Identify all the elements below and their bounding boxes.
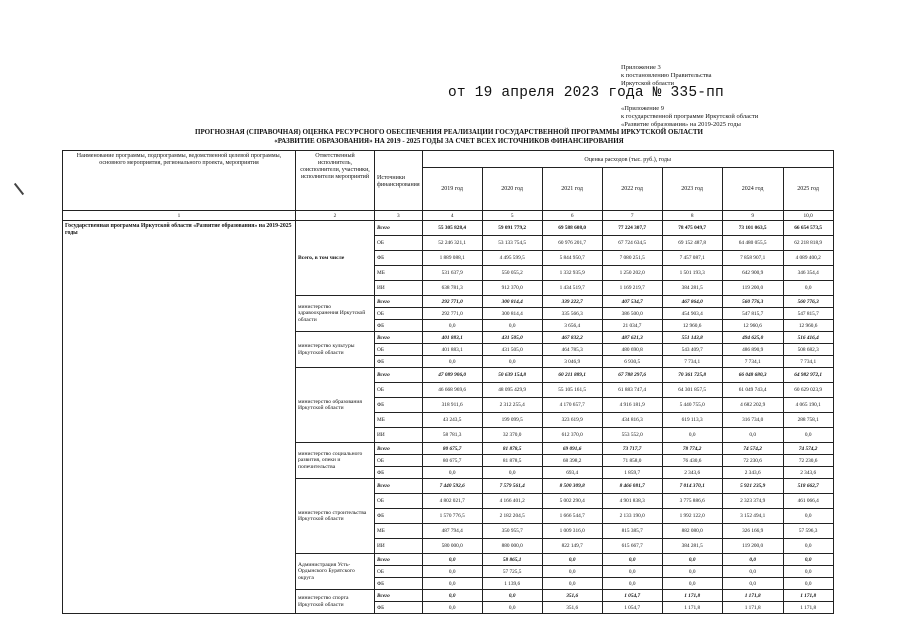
value-cell: 1 501 193,3 [662,266,722,281]
value-cell: 5 921 235,9 [722,479,783,494]
source-cell: Всего [375,368,423,383]
source-cell: ОБ [375,566,423,578]
value-cell: 0,0 [542,566,602,578]
value-cell: 0,0 [482,590,542,602]
value-cell: 64 982 972,1 [783,368,833,383]
value-cell: 7 014 370,1 [662,479,722,494]
source-cell: ИИ [375,281,423,296]
value-cell: 508 682,3 [783,344,833,356]
header-executor: Ответственный исполнитель, соисполнители, участники, исполнители мероприятий [296,151,375,211]
value-cell: 1 171,8 [722,590,783,602]
value-cell: 12 960,6 [662,320,722,332]
executor-cell: министерство здравоохранения Иркутской области [296,296,375,332]
source-cell: ФБ [375,398,423,413]
value-cell: 2 343,6 [662,467,722,479]
value-cell: 0,0 [422,554,482,566]
budget-table [62,150,834,614]
value-cell: 486 890,9 [722,344,783,356]
value-cell: 64 480 055,5 [722,236,783,251]
value-cell: 199 099,5 [482,413,542,428]
value-cell: 351,6 [542,602,602,614]
source-cell: ОБ [375,308,423,320]
value-cell: 66 654 573,5 [783,221,833,236]
value-cell: 1 171,8 [662,590,722,602]
value-cell: 464 785,3 [542,344,602,356]
value-cell: 815 385,7 [602,524,662,539]
value-cell: 69 588 608,0 [542,221,602,236]
source-cell: ОБ [375,344,423,356]
appendix-line: Приложение 3 [621,64,661,71]
value-cell: 467 832,2 [542,332,602,344]
value-cell: 78 475 049,7 [662,221,722,236]
value-cell: 67 724 634,5 [602,236,662,251]
value-cell: 1 171,8 [722,602,783,614]
value-cell: 47 089 906,0 [422,368,482,383]
value-cell: 59 091 779,2 [482,221,542,236]
value-cell: 1 570 776,5 [422,509,482,524]
value-cell: 0,0 [482,356,542,368]
value-cell: 4 916 181,9 [602,398,662,413]
value-cell: 912 370,0 [482,281,542,296]
value-cell: 7 457 087,1 [662,251,722,266]
value-cell: 0,0 [482,602,542,614]
value-cell: 431 505,0 [482,332,542,344]
value-cell: 1 992 122,0 [662,509,722,524]
document-heading [60,128,838,146]
value-cell: 61 049 743,4 [722,383,783,398]
value-cell: 12 960,6 [722,320,783,332]
value-cell: 69 152 487,8 [662,236,722,251]
source-cell: Всего [375,296,423,308]
value-cell: 55 105 161,5 [542,383,602,398]
appendix9-line: «Приложение 9 [621,105,665,112]
value-cell: 0,0 [662,566,722,578]
value-cell: 880 000,0 [482,539,542,554]
value-cell: 0,0 [482,320,542,332]
table-row [63,221,834,236]
value-cell: 384 281,5 [662,539,722,554]
source-cell: Всего [375,554,423,566]
year-header: 2023 год [662,168,722,211]
value-cell: 57 725,5 [482,566,542,578]
value-cell: 339 222,7 [542,296,602,308]
value-cell: 52 246 321,1 [422,236,482,251]
value-cell: 318 911,6 [422,398,482,413]
value-cell: 58 865,1 [482,554,542,566]
value-cell: 80 675,7 [422,455,482,467]
value-cell: 550 055,2 [482,266,542,281]
value-cell: 0,0 [602,578,662,590]
value-cell: 60 976 201,7 [542,236,602,251]
value-cell: 81 878,5 [482,455,542,467]
value-cell: 7 734,1 [722,356,783,368]
column-number: 3 [375,211,423,221]
header-name: Наименование программы, подпрограммы, ведомственной целевой программы, основного мероприятия, регионального проекта, мероприятия [63,151,296,211]
value-cell: 480 690,8 [602,344,662,356]
source-cell: ИИ [375,539,423,554]
column-number: 6 [542,211,602,221]
year-header: 2022 год [602,168,662,211]
source-cell: МБ [375,413,423,428]
header-source: Источники финансирования [375,151,423,211]
value-cell: 454 903,4 [662,308,722,320]
value-cell: 7 858 907,1 [722,251,783,266]
source-cell: Всего [375,479,423,494]
value-cell: 77 224 307,7 [602,221,662,236]
source-cell: ИИ [375,428,423,443]
value-cell: 0,0 [662,554,722,566]
value-cell: 0,0 [783,509,833,524]
value-cell: 4 089 400,2 [783,251,833,266]
value-cell: 300 814,4 [482,308,542,320]
value-cell: 1 139,6 [482,578,542,590]
value-cell: 323 619,9 [542,413,602,428]
value-cell: 642 900,9 [722,266,783,281]
column-number: 1 [63,211,296,221]
value-cell: 547 815,7 [722,308,783,320]
column-number: 5 [482,211,542,221]
column-number: 7 [602,211,662,221]
value-cell: 300 814,4 [482,296,542,308]
value-cell: 547 815,7 [783,308,833,320]
value-cell: 1 859,7 [602,467,662,479]
region-line: Иркутской области [621,80,674,87]
value-cell: 64 301 857,5 [662,383,722,398]
value-cell: 66 048 680,3 [722,368,783,383]
value-cell: 560 776,3 [722,296,783,308]
value-cell: 516 416,4 [783,332,833,344]
value-cell: 0,0 [422,602,482,614]
source-cell: МБ [375,524,423,539]
value-cell: 292 771,0 [422,308,482,320]
source-cell: ОБ [375,494,423,509]
value-cell: 61 883 747,4 [602,383,662,398]
value-cell: 4 166 401,2 [482,494,542,509]
value-cell: 0,0 [602,554,662,566]
source-cell: Всего [375,332,423,344]
source-cell: Всего [375,221,423,236]
value-cell: 0,0 [422,320,482,332]
year-header: 2024 год [722,168,783,211]
value-cell: 1 009 316,0 [542,524,602,539]
value-cell: 316 734,0 [722,413,783,428]
value-cell: 335 566,3 [542,308,602,320]
source-cell: ФБ [375,578,423,590]
value-cell: 55 305 828,4 [422,221,482,236]
value-cell: 73 101 063,5 [722,221,783,236]
value-cell: 6 930,5 [602,356,662,368]
value-cell: 50 639 154,8 [482,368,542,383]
value-cell: 5 440 755,0 [662,398,722,413]
heading-line-2: «РАЗВИТИЕ ОБРАЗОВАНИЯ» НА 2019 - 2025 ГОДЫ ЗА СЧЕТ ВСЕХ ИСТОЧНИКОВ ФИНАНСИРОВАНИЯ [274,137,624,145]
value-cell: 0,0 [783,578,833,590]
value-cell: 4 901 838,3 [602,494,662,509]
margin-mark [14,183,24,195]
value-cell: 4 495 599,5 [482,251,542,266]
value-cell: 0,0 [722,554,783,566]
value-cell: 62 218 818,9 [783,236,833,251]
value-cell: 69 091,6 [542,443,602,455]
value-cell: 487 794,4 [422,524,482,539]
source-cell: МБ [375,266,423,281]
value-cell: 43 243,5 [422,413,482,428]
value-cell: 882 080,0 [662,524,722,539]
value-cell: 518 662,7 [783,479,833,494]
value-cell: 1 171,8 [783,590,833,602]
value-cell: 2 312 255,4 [482,398,542,413]
value-cell: 7 579 561,4 [482,479,542,494]
value-cell: 0,0 [422,566,482,578]
value-cell: 57 596,3 [783,524,833,539]
value-cell: 543 409,7 [662,344,722,356]
value-cell: 72 230,6 [722,455,783,467]
value-cell: 612 370,0 [542,428,602,443]
value-cell: 32 370,0 [482,428,542,443]
value-cell: 551 143,8 [662,332,722,344]
value-cell: 3 152 494,1 [722,509,783,524]
year-header: 2021 год [542,168,602,211]
value-cell: 386 500,0 [602,308,662,320]
value-cell: 70 361 725,8 [662,368,722,383]
value-cell: 1 171,8 [662,602,722,614]
value-cell: 0,0 [722,566,783,578]
to-decree-line: к постановлению Правительства [621,72,712,79]
source-cell: ОБ [375,236,423,251]
source-cell: ФБ [375,509,423,524]
executor-cell: министерство культуры Иркутской области [296,332,375,368]
header-estimate: Оценка расходов (тыс. руб.), годы [422,151,833,168]
value-cell: 8 500 309,8 [542,479,602,494]
value-cell: 0,0 [422,578,482,590]
value-cell: 401 883,1 [422,332,482,344]
value-cell: 0,0 [722,578,783,590]
value-cell: 68 398,2 [542,455,602,467]
value-cell: 560 776,3 [783,296,833,308]
decree-date-stamp: от 19 апреля 2023 года № 335-пп [448,85,724,101]
value-cell: 4 065 190,1 [783,398,833,413]
value-cell: 3 046,9 [542,356,602,368]
value-cell: 2 343,6 [783,467,833,479]
value-cell: 693,4 [542,467,602,479]
value-cell: 0,0 [783,281,833,296]
value-cell: 119 200,0 [722,539,783,554]
value-cell: 4 682 202,9 [722,398,783,413]
value-cell: 4 170 657,7 [542,398,602,413]
source-cell: ФБ [375,467,423,479]
value-cell: 0,0 [783,554,833,566]
executor-cell: министерство строительства Иркутской области [296,479,375,554]
column-number: 10,0 [783,211,833,221]
value-cell: 461 066,4 [783,494,833,509]
value-cell: 60 211 889,1 [542,368,602,383]
value-cell: 1 169 219,7 [602,281,662,296]
value-cell: 1 434 519,7 [542,281,602,296]
value-cell: 21 034,7 [602,320,662,332]
value-cell: 1 889 088,1 [422,251,482,266]
source-cell: ФБ [375,356,423,368]
source-cell: ФБ [375,602,423,614]
value-cell: 1 054,7 [602,602,662,614]
to-program-line: к государственной программе Иркутской области [621,113,759,120]
program-name: Государственная программа Иркутской области «Развитие образования» на 2019-2025 годы [63,221,296,614]
value-cell: 0,0 [783,539,833,554]
value-cell: 73 717,7 [602,443,662,455]
value-cell: 81 878,5 [482,443,542,455]
value-cell: 78 774,2 [662,443,722,455]
value-cell: 531 637,9 [422,266,482,281]
value-cell: 1 171,8 [783,602,833,614]
value-cell: 346 354,4 [783,266,833,281]
value-cell: 0,0 [542,554,602,566]
value-cell: 822 149,7 [542,539,602,554]
value-cell: 0,0 [783,566,833,578]
value-cell: 5 002 290,4 [542,494,602,509]
value-cell: 401 883,1 [422,344,482,356]
value-cell: 7 440 592,6 [422,479,482,494]
value-cell: 7 080 251,5 [602,251,662,266]
value-cell: 0,0 [662,578,722,590]
value-cell: 434 816,3 [602,413,662,428]
column-number: 4 [422,211,482,221]
column-number: 2 [296,211,375,221]
value-cell: 71 858,0 [602,455,662,467]
value-cell: 2 343,6 [722,467,783,479]
source-cell: Всего [375,443,423,455]
value-cell: 384 281,5 [662,281,722,296]
value-cell: 0,0 [422,590,482,602]
value-cell: 292 771,0 [422,296,482,308]
value-cell: 0,0 [722,428,783,443]
value-cell: 0,0 [542,578,602,590]
value-cell: 619 113,3 [662,413,722,428]
executor-cell: Администрация Усть-Ордынского Бурятского округа [296,554,375,590]
header-row [63,151,834,168]
value-cell: 615 667,7 [602,539,662,554]
value-cell: 638 781,3 [422,281,482,296]
value-cell: 74 574,2 [783,443,833,455]
value-cell: 431 505,0 [482,344,542,356]
value-cell: 1 250 202,0 [602,266,662,281]
value-cell: 80 675,7 [422,443,482,455]
value-cell: 7 734,1 [662,356,722,368]
value-cell: 48 095 429,9 [482,383,542,398]
value-cell: 351,6 [542,590,602,602]
value-cell: 0,0 [482,467,542,479]
source-cell: ФБ [375,320,423,332]
value-cell: 67 788 297,6 [602,368,662,383]
value-cell: 4 802 021,7 [422,494,482,509]
value-cell: 5 844 950,7 [542,251,602,266]
value-cell: 487 621,3 [602,332,662,344]
value-cell: 60 629 023,9 [783,383,833,398]
source-cell: ФБ [375,251,423,266]
executor-cell: министерство спорта Иркутской области [296,590,375,614]
value-cell: 0,0 [662,428,722,443]
value-cell: 8 466 081,7 [602,479,662,494]
value-cell: 3 656,4 [542,320,602,332]
value-cell: 76 430,6 [662,455,722,467]
program-title-line: «Развитие образования» на 2019-2025 годы [621,121,741,128]
value-cell: 1 332 935,9 [542,266,602,281]
value-cell: 0,0 [783,428,833,443]
value-cell: 2 323 374,9 [722,494,783,509]
executor-cell: Всего, в том числе [296,221,375,296]
source-cell: Всего [375,590,423,602]
value-cell: 467 864,0 [662,296,722,308]
value-cell: 74 574,2 [722,443,783,455]
value-cell: 72 230,6 [783,455,833,467]
value-cell: 1 666 544,7 [542,509,602,524]
value-cell: 46 668 969,6 [422,383,482,398]
value-cell: 494 625,0 [722,332,783,344]
value-cell: 0,0 [422,356,482,368]
column-numbers-row [63,211,834,221]
value-cell: 0,0 [422,467,482,479]
value-cell: 2 133 190,0 [602,509,662,524]
executor-cell: министерство социального развития, опеки и попечительства [296,443,375,479]
value-cell: 12 960,6 [783,320,833,332]
value-cell: 58 781,3 [422,428,482,443]
value-cell: 7 734,1 [783,356,833,368]
value-cell: 1 054,7 [602,590,662,602]
value-cell: 288 758,1 [783,413,833,428]
value-cell: 53 133 754,5 [482,236,542,251]
executor-cell: министерство образования Иркутской области [296,368,375,443]
value-cell: 119 200,0 [722,281,783,296]
value-cell: 2 182 204,5 [482,509,542,524]
value-cell: 350 955,7 [482,524,542,539]
value-cell: 3 775 886,6 [662,494,722,509]
source-cell: ОБ [375,383,423,398]
value-cell: 326 166,9 [722,524,783,539]
column-number: 8 [662,211,722,221]
heading-line-1: ПРОГНОЗНАЯ (СПРАВОЧНАЯ) ОЦЕНКА РЕСУРСНОГО ОБЕСПЕЧЕНИЯ РЕАЛИЗАЦИИ ГОСУДАРСТВЕННОЙ ПРОГРАММЫ ИРКУТСКОЙ ОБЛАСТИ [195,128,703,136]
value-cell: 407 534,7 [602,296,662,308]
year-header: 2020 год [482,168,542,211]
year-header: 2025 год [783,168,833,211]
column-number: 9 [722,211,783,221]
value-cell: 580 000,0 [422,539,482,554]
source-cell: ОБ [375,455,423,467]
year-header: 2019 год [422,168,482,211]
value-cell: 553 552,0 [602,428,662,443]
value-cell: 0,0 [602,566,662,578]
